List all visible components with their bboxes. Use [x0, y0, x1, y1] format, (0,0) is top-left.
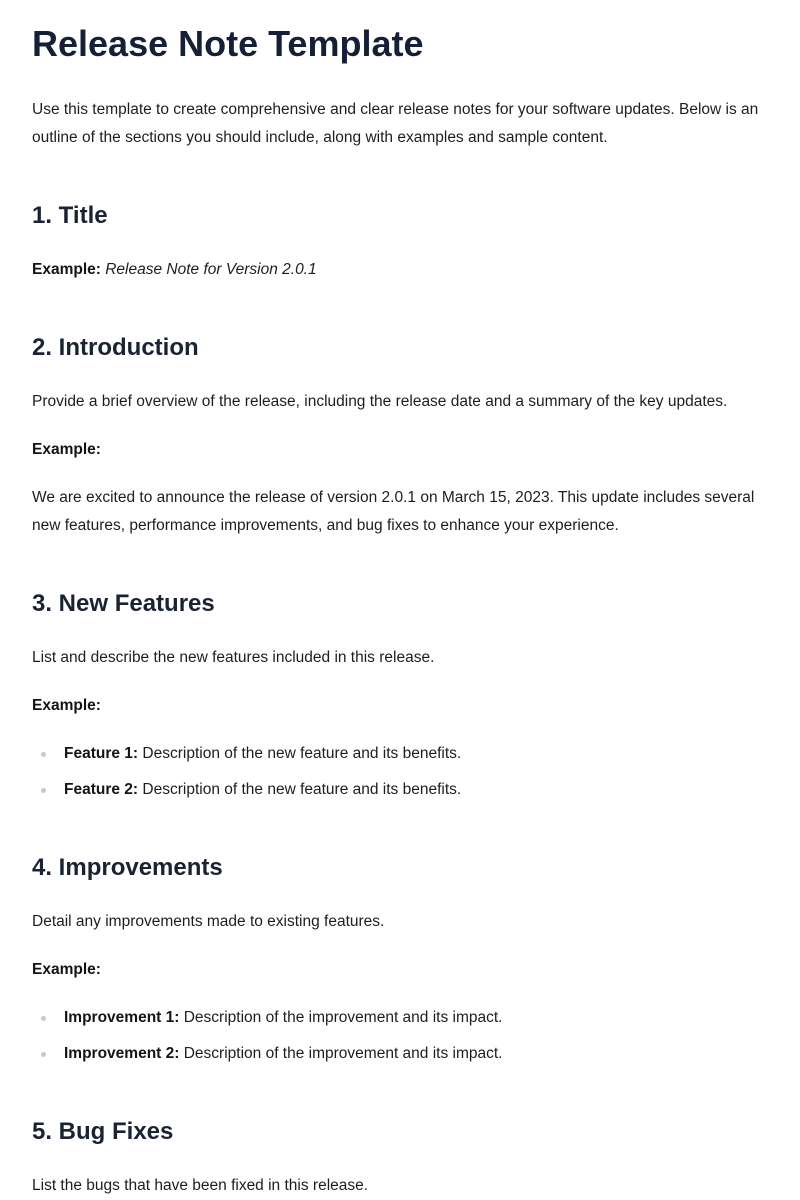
list-item-text: Description of the improvement and its impact.	[183, 1009, 503, 1026]
page-title: Release Note Template	[32, 23, 424, 64]
section-new-features-description: List and describe the new features included in this release.	[32, 649, 435, 666]
section-introduction-heading: 2. Introduction	[32, 334, 199, 361]
intro-paragraph: Use this template to create comprehensive and clear release notes for your software updates. Below is an outline of the sections you should include, along with examples and sample content.	[32, 101, 759, 146]
section-improvements-example-label	[32, 956, 772, 984]
list-item	[32, 1004, 772, 1032]
bullet-icon	[41, 1052, 46, 1057]
list-item	[32, 740, 772, 768]
section-improvements-description: Detail any improvements made to existing features.	[32, 913, 385, 930]
example-label: Example:	[32, 697, 101, 714]
improvements-list	[32, 1004, 772, 1076]
list-item	[32, 776, 772, 804]
example-label: Example:	[32, 441, 101, 458]
new-features-list	[32, 740, 772, 812]
example-text: Release Note for Version 2.0.1	[105, 261, 317, 278]
list-item-text: Description of the improvement and its impact.	[183, 1045, 503, 1062]
section-title-example	[32, 256, 772, 284]
section-new-features-example-label	[32, 692, 772, 720]
list-item-text: Description of the new feature and its benefits.	[142, 745, 462, 762]
section-improvements-heading: 4. Improvements	[32, 854, 223, 881]
bullet-icon	[41, 1016, 46, 1021]
list-item	[32, 1040, 772, 1068]
list-item-text: Description of the new feature and its benefits.	[142, 781, 462, 798]
list-item-label: Feature 2:	[64, 781, 139, 798]
section-bug-fixes-description: List the bugs that have been fixed in this release.	[32, 1177, 369, 1194]
example-label: Example:	[32, 261, 101, 278]
section-new-features-heading: 3. New Features	[32, 590, 215, 617]
section-introduction-example-text: We are excited to announce the release of version 2.0.1 on March 15, 2023. This update includes several new features, performance improvements, and bug fixes to enhance your experience.	[32, 489, 755, 534]
bullet-icon	[41, 788, 46, 793]
list-item-label: Feature 1:	[64, 745, 139, 762]
section-introduction-description: Provide a brief overview of the release, including the release date and a summary of the key updates.	[32, 393, 728, 410]
list-item-label: Improvement 1:	[64, 1009, 180, 1026]
section-bug-fixes-heading: 5. Bug Fixes	[32, 1118, 174, 1145]
example-label: Example:	[32, 961, 101, 978]
section-introduction-example-label	[32, 436, 772, 464]
section-title-heading: 1. Title	[32, 202, 108, 229]
list-item-label: Improvement 2:	[64, 1045, 180, 1062]
bullet-icon	[41, 752, 46, 757]
